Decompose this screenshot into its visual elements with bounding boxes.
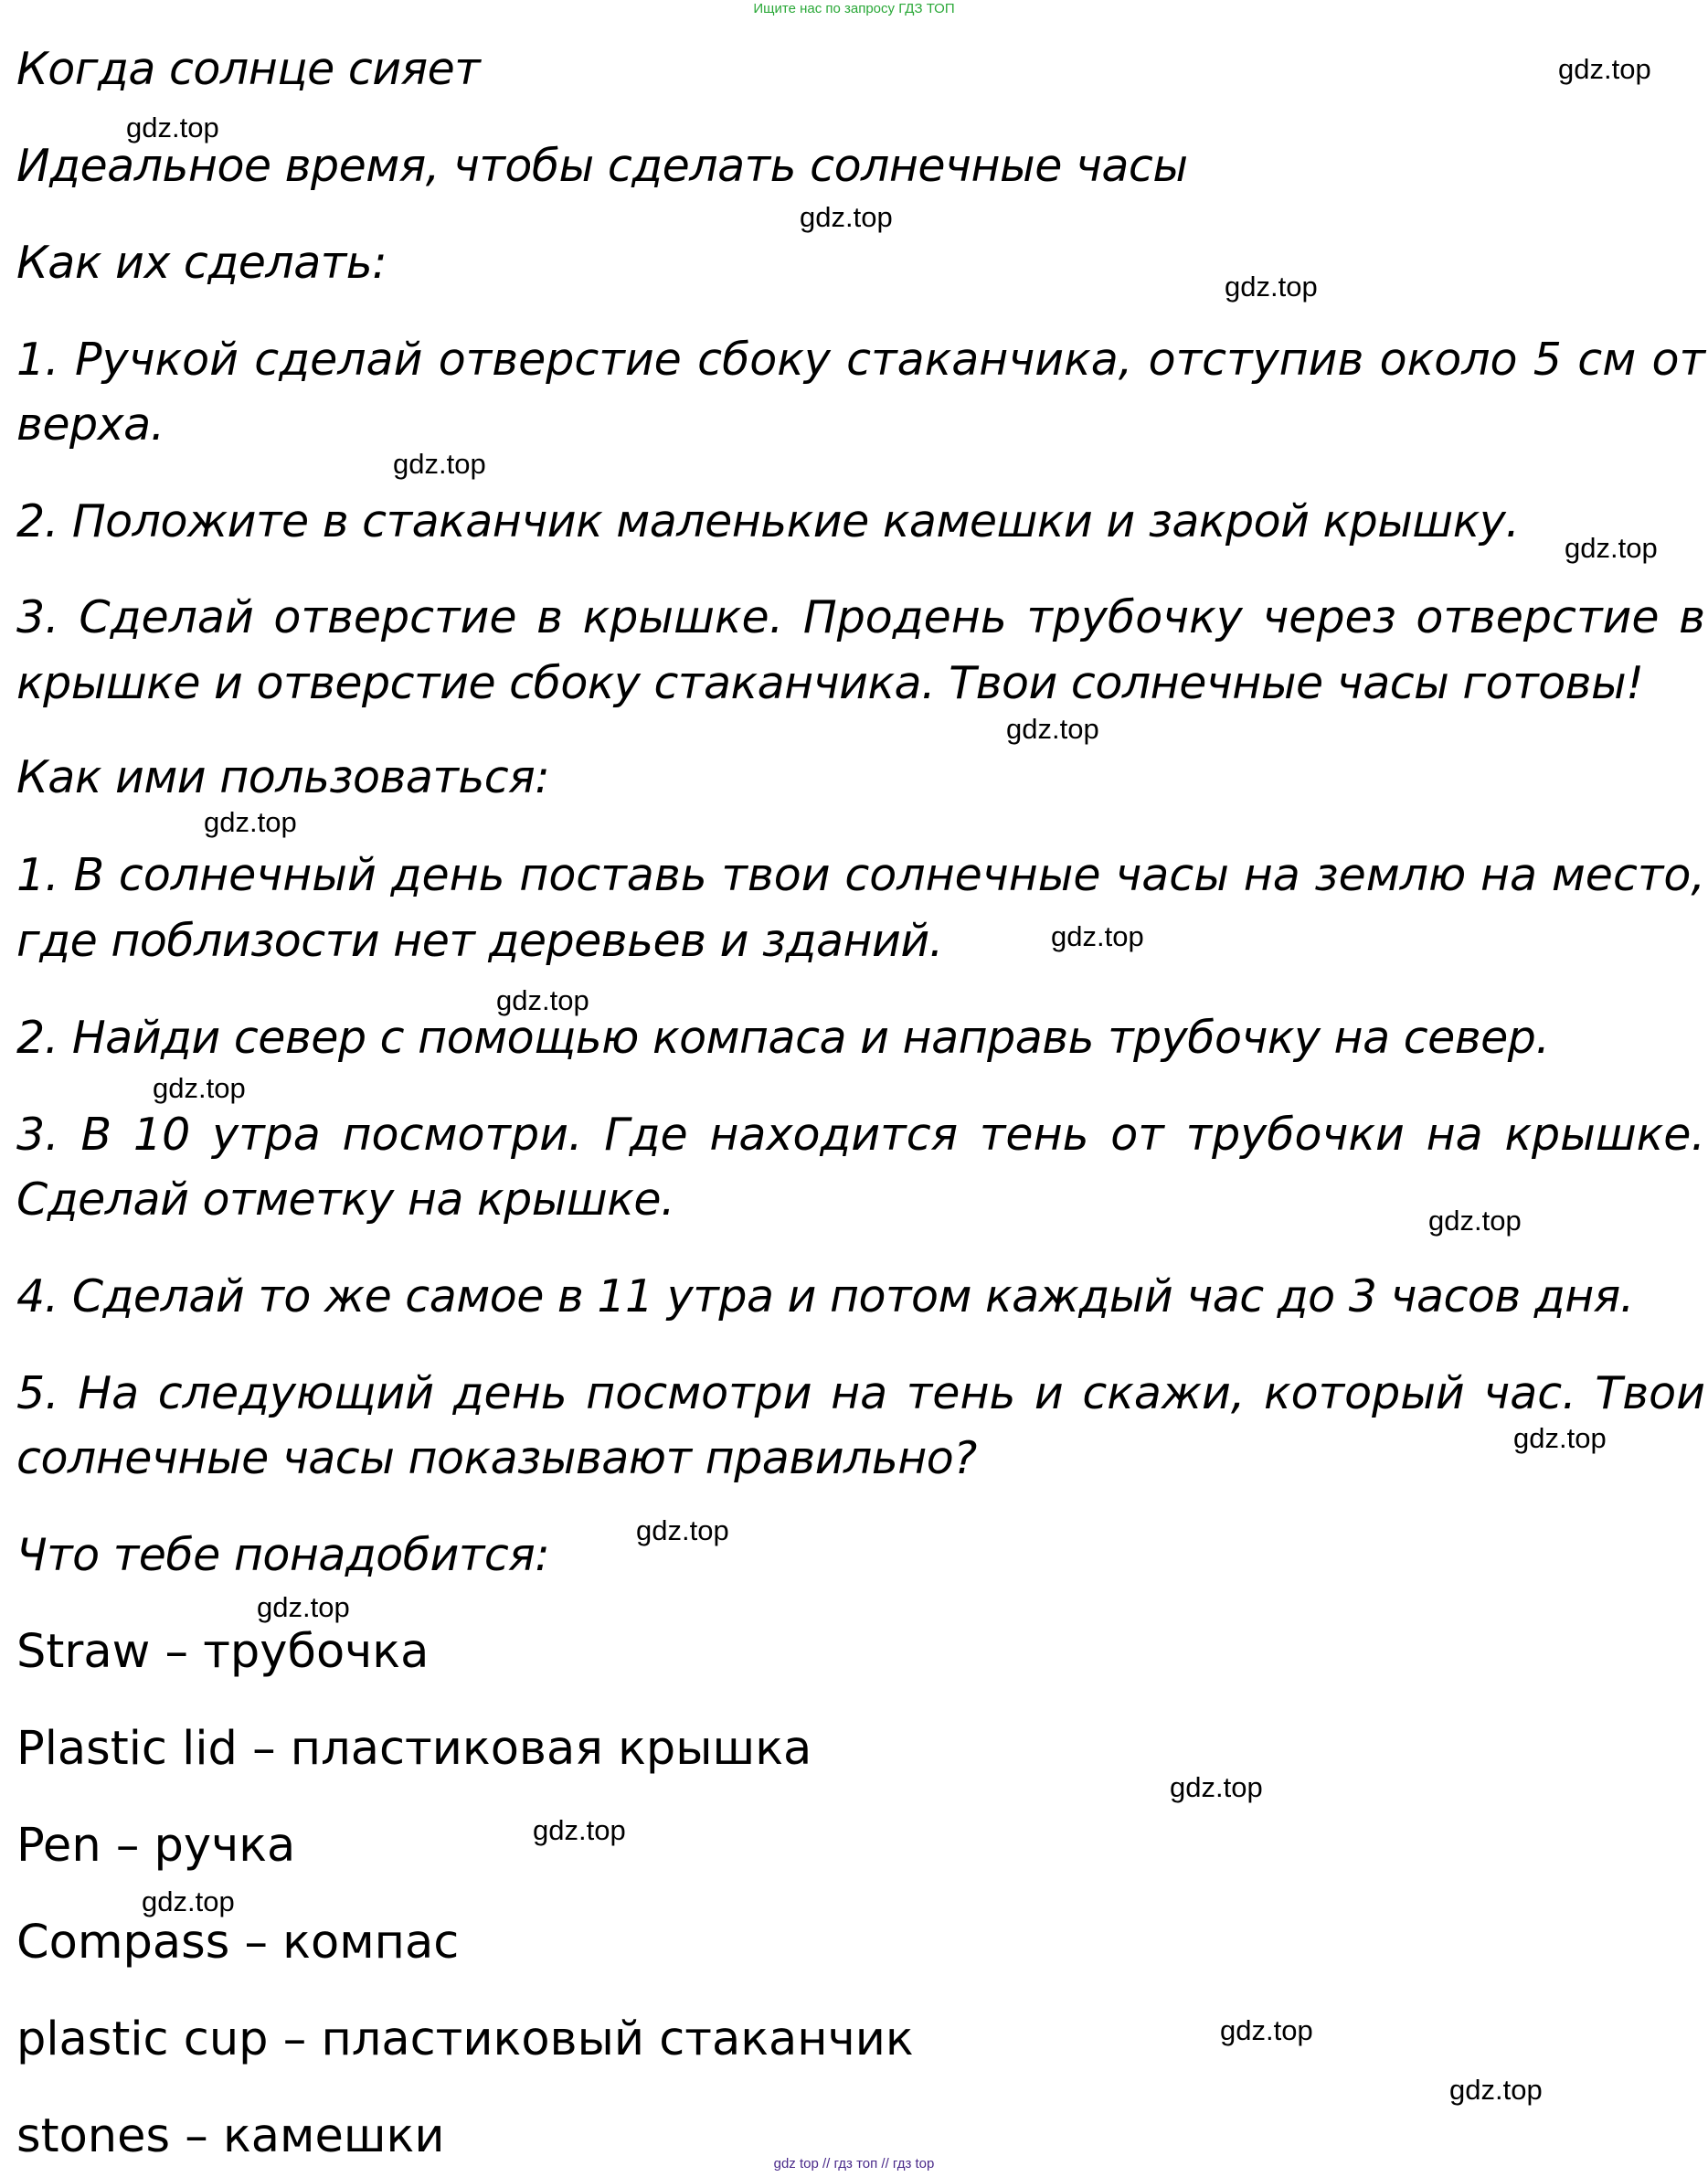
watermark: gdz.top xyxy=(800,201,893,233)
watermark: gdz.top xyxy=(204,806,297,838)
material-item: Straw – трубочка xyxy=(16,1625,430,1679)
use-step-3-line-1: 3. В 10 утра посмотри. Где находится тень от трубочки на крышке. xyxy=(16,1109,1705,1161)
make-step-1-line-1: 1. Ручкой сделай отверстие сбоку стаканчика, отступив около 5 см от xyxy=(16,334,1705,386)
material-item: Compass – компас xyxy=(16,1916,460,1970)
watermark: gdz.top xyxy=(126,112,219,143)
material-item: plastic cup – пластиковый стаканчик xyxy=(16,2012,914,2066)
use-step-5-line-2: солнечные часы показывают правильно? xyxy=(16,1432,977,1484)
make-step-1-line-2: верха. xyxy=(16,398,164,451)
how-to-use-heading: Как ими пользоваться: xyxy=(16,751,550,803)
use-step-1-line-1: 1. В солнечный день поставь твои солнечные часы на землю на место, xyxy=(16,849,1705,901)
watermark: gdz.top xyxy=(1006,713,1099,745)
materials-heading: Что тебе понадобится: xyxy=(16,1529,550,1581)
use-step-5-line-1: 5. На следующий день посмотри на тень и скажи, который час. Твои xyxy=(16,1367,1705,1419)
intro-text: Идеальное время, чтобы сделать солнечные часы xyxy=(16,140,1188,192)
watermark: gdz.top xyxy=(1558,53,1651,85)
watermark: gdz.top xyxy=(153,1072,246,1104)
make-step-3-line-2: крышке и отверстие сбоку стаканчика. Твои солнечные часы готовы! xyxy=(16,657,1644,709)
make-step-3-line-1: 3. Сделай отверстие в крышке. Продень трубочку через отверстие в xyxy=(16,591,1705,643)
how-to-make-heading: Как их сделать: xyxy=(16,237,387,289)
watermark: gdz.top xyxy=(636,1514,729,1546)
material-item: stones – камешки xyxy=(16,2109,445,2163)
footer-text: gdz top // гдз топ // гдз top xyxy=(773,2156,935,2172)
make-step-2: 2. Положите в стаканчик маленькие камешки и закрой крышку. xyxy=(16,495,1520,547)
watermark: gdz.top xyxy=(1428,1205,1522,1237)
use-step-2: 2. Найди север с помощью компаса и направь трубочку на север. xyxy=(16,1012,1550,1064)
watermark: gdz.top xyxy=(1051,920,1144,952)
watermark: gdz.top xyxy=(533,1814,626,1846)
use-step-1-line-2: где поблизости нет деревьев и зданий. xyxy=(16,915,943,967)
watermark: gdz.top xyxy=(1565,532,1658,564)
watermark: gdz.top xyxy=(496,984,589,1016)
watermark: gdz.top xyxy=(393,448,486,480)
watermark: gdz.top xyxy=(1225,271,1318,303)
use-step-4: 4. Сделай то же самое в 11 утра и потом каждый час до 3 часов дня. xyxy=(16,1270,1634,1322)
top-banner: Ищите нас по запросу ГДЗ ТОП xyxy=(753,1,955,16)
use-step-3-line-2: Сделай отметку на крышке. xyxy=(16,1173,675,1226)
watermark: gdz.top xyxy=(142,1885,235,1917)
watermark: gdz.top xyxy=(1220,2014,1313,2046)
material-item: Pen – ручка xyxy=(16,1819,296,1873)
material-item: Plastic lid – пластиковая крышка xyxy=(16,1722,812,1776)
watermark: gdz.top xyxy=(257,1591,350,1623)
page-title: Когда солнце сияет xyxy=(16,43,481,95)
watermark: gdz.top xyxy=(1449,2074,1543,2106)
watermark: gdz.top xyxy=(1170,1771,1263,1803)
watermark: gdz.top xyxy=(1513,1422,1607,1454)
